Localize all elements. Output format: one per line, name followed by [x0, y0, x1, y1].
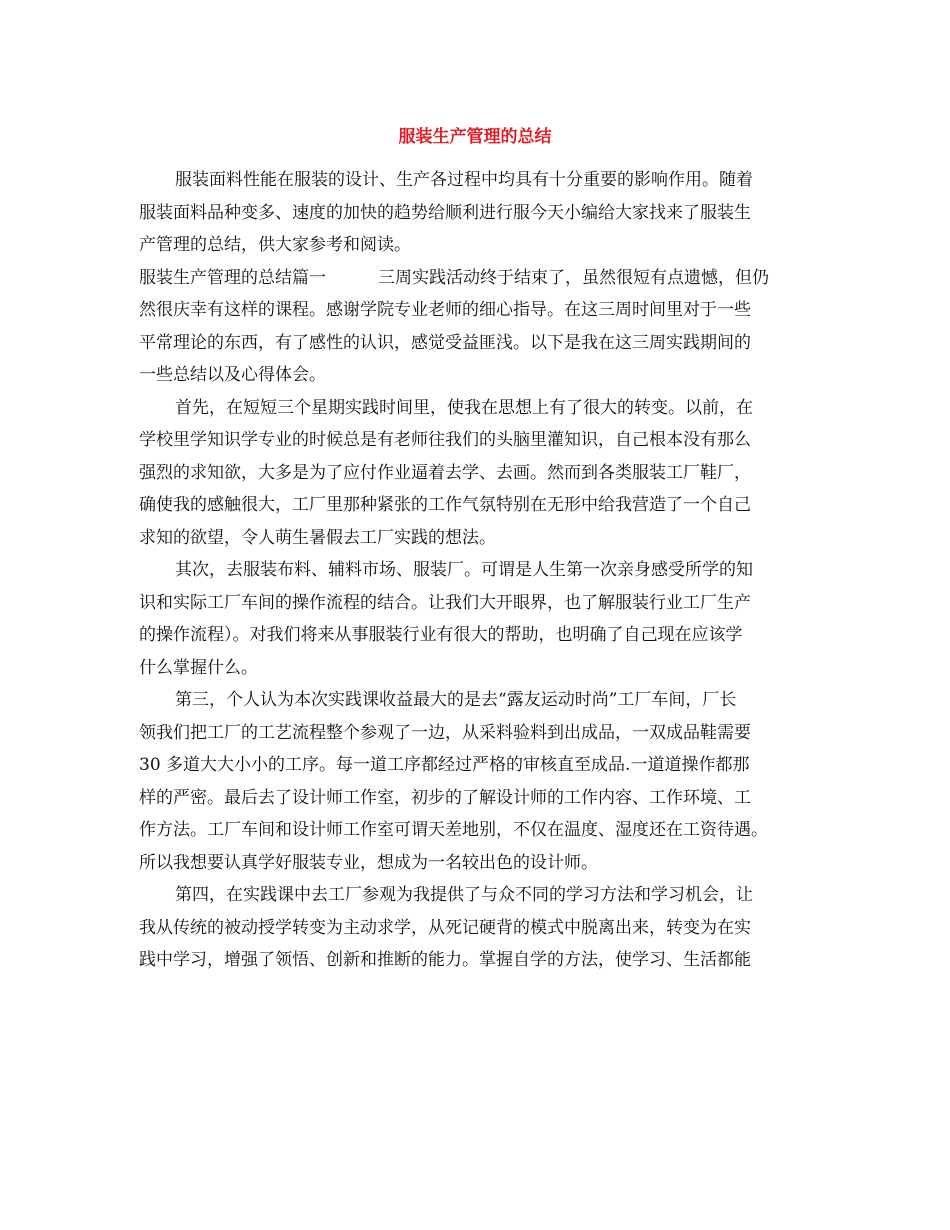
- paragraph-line: 什么掌握什么。: [139, 657, 258, 678]
- paragraph-line: 样的严密。最后去了设计师工作室，初步的了解设计师的工作内容、工作环境、工: [139, 787, 751, 808]
- paragraph-line: 服装面料品种变多、速度的加快的趋势给顺利进行服今天小编给大家找来了服装生: [139, 202, 751, 223]
- paragraph-line: 求知的欲望，令人萌生暑假去工厂实践的想法。: [139, 527, 496, 548]
- paragraph-line: 30 多道大大小小的工序。每一道工序都经过严格的审核直至成品.一道道操作都那: [139, 755, 750, 775]
- paragraph-line: 我从传统的被动授学转变为主动求学，从死记硬背的模式中脱离出来，转变为在实: [139, 917, 751, 938]
- paragraph-line: 践中学习，增强了领悟、创新和推断的能力。掌握自学的方法，使学习、生活都能: [139, 950, 751, 970]
- paragraph-line: 第三，个人认为本次实践课收益最大的是去“露友运动时尚”工厂车间，厂长: [175, 690, 737, 710]
- document-title: 服装生产管理的总结: [398, 127, 552, 147]
- paragraph-line: 首先，在短短三个星期实践时间里，使我在思想上有了很大的转变。以前，在: [175, 397, 753, 418]
- paragraph-line: 的操作流程）。对我们将来从事服装行业有很大的帮助，也明确了自己现在应该学: [139, 625, 743, 645]
- section-heading: 服装生产管理的总结篇一: [139, 267, 326, 288]
- paragraph-line: 作方法。工厂车间和设计师工作室可谓天差地别，不仅在温度、湿度还在工资待遇。: [139, 820, 768, 840]
- paragraph-line: 服装面料性能在服装的设计、生产各过程中均具有十分重要的影响作用。随着: [175, 170, 753, 190]
- paragraph-line: 其次，去服装布料、辅料市场、服装厂。可谓是人生第一次亲身感受所学的知: [175, 560, 753, 580]
- paragraph-line: 识和实际工厂车间的操作流程的结合。让我们大开眼界，也了解服装行业工厂生产: [139, 592, 751, 613]
- paragraph-line: 然很庆幸有这样的课程。感谢学院专业老师的细心指导。在这三周时间里对于一些: [139, 300, 751, 320]
- paragraph-line: 所以我想要认真学好服装专业，想成为一名较出色的设计师。: [139, 852, 598, 873]
- paragraph-line: 三周实践活动终于结束了，虽然很短有点遗憾，但仍: [378, 267, 769, 288]
- paragraph-line: 强烈的求知欲，大多是为了应付作业逼着去学、去画。然而到各类服装工厂鞋厂，: [139, 462, 751, 483]
- paragraph-line: 确使我的感触很大，工厂里那种紧张的工作气氛特别在无形中给我营造了一个自己: [139, 495, 751, 515]
- paragraph-line: 一些总结以及心得体会。: [139, 365, 326, 385]
- paragraph-line: 学校里学知识学专业的时候总是有老师往我们的头脑里灌知识，自己根本没有那么: [139, 430, 751, 450]
- paragraph-line: 产管理的总结，供大家参考和阅读。: [139, 235, 411, 255]
- paragraph-line: 第四，在实践课中去工厂参观为我提供了与众不同的学习方法和学习机会，让: [175, 885, 753, 905]
- section-heading-line: [139, 262, 813, 295]
- paragraph-line: 平常理论的东西，有了感性的认识，感觉受益匪浅。以下是我在这三周实践期间的: [139, 332, 751, 353]
- paragraph-line: 领我们把工厂的工艺流程整个参观了一边，从采料验料到出成品，一双成品鞋需要: [139, 722, 751, 743]
- document-body: [139, 164, 813, 977]
